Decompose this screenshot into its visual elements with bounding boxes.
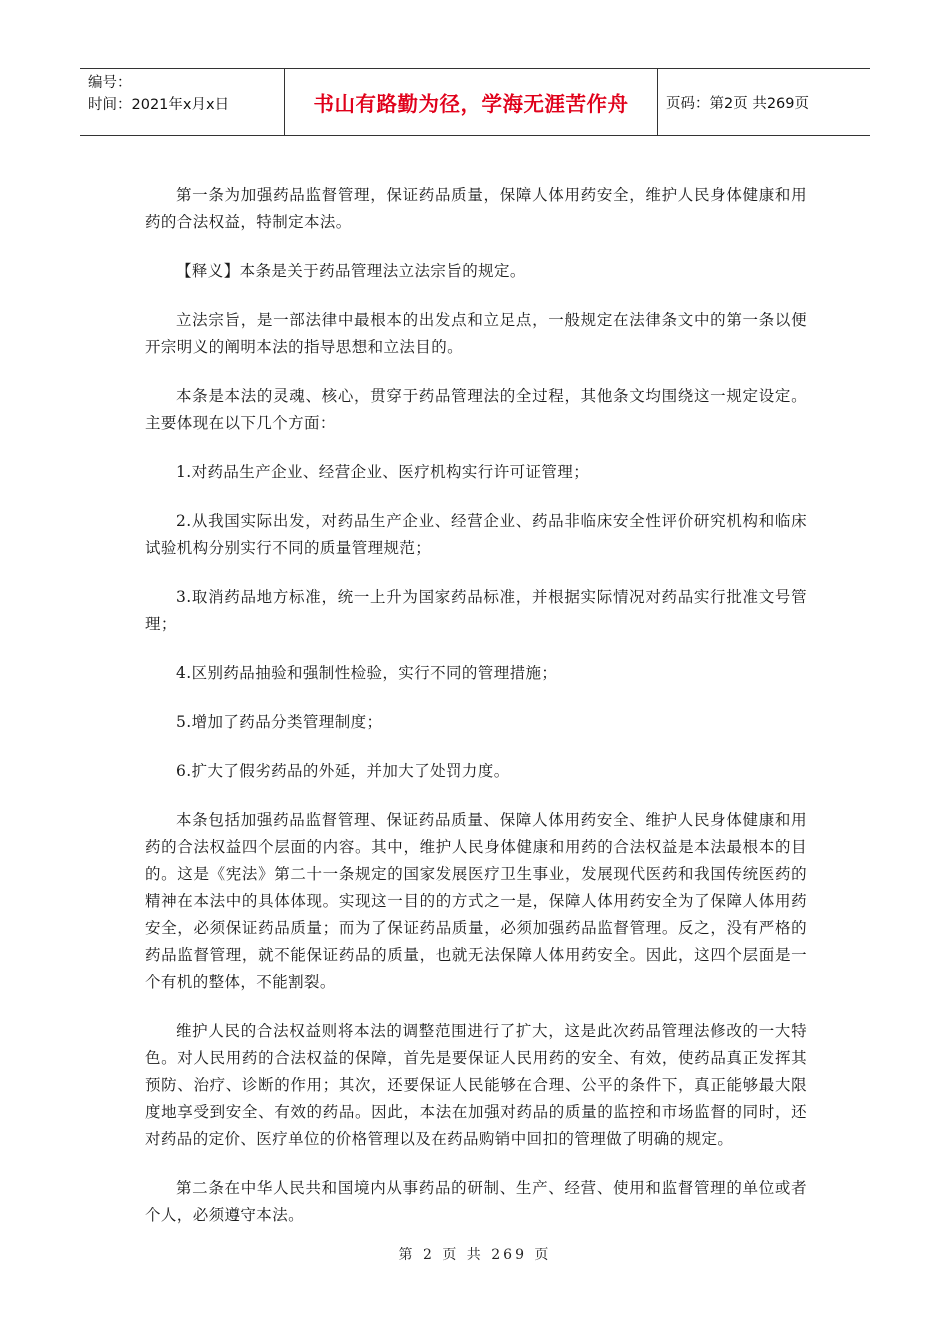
list-item: 2.从我国实际出发，对药品生产企业、经营企业、药品非临床安全性评价研究机构和临床试验机构分别实行不同的质量管理规范； xyxy=(145,512,807,557)
list-item: 4.区别药品抽验和强制性检验，实行不同的管理措施； xyxy=(176,664,558,682)
page-footer: 第 2 页 共 269 页 xyxy=(398,1247,552,1263)
interpretation-heading: 【释义】本条是关于药品管理法立法宗旨的规定。 xyxy=(176,262,526,280)
page-header xyxy=(80,68,870,136)
document-number-label: 编号： xyxy=(88,75,132,91)
article-2-text: 第二条在中华人民共和国境内从事药品的研制、生产、经营、使用和监督管理的单位或者个人，必须遵守本法。 xyxy=(145,1179,807,1224)
list-item: 6.扩大了假劣药品的外延，并加大了处罚力度。 xyxy=(176,762,510,780)
body-paragraph: 维护人民的合法权益则将本法的调整范围进行了扩大，这是此次药品管理法修改的一大特色。对人民用药的合法权益的保障，首先是要保证人民用药的安全、有效，使药品真正发挥其预防、治疗、诊断的作用；其次，还要保证人民能够在合理、公平的条件下，真正能够最大限度地享受到安全、有效的药品。因此，本法在加强对药品的质量的监控和市场监督的同时，还对药品的定价、医疗单位的价格管理以及在药品购销中回扣的管理做了明确的规定。 xyxy=(145,1022,807,1148)
document-body xyxy=(145,182,807,1251)
body-paragraph: 本条是本法的灵魂、核心，贯穿于药品管理法的全过程，其他条文均围绕这一规定设定。主要体现在以下几个方面： xyxy=(145,387,807,432)
list-item: 1.对药品生产企业、经营企业、医疗机构实行许可证管理； xyxy=(176,463,590,481)
list-item: 5.增加了药品分类管理制度； xyxy=(176,713,383,731)
list-item: 3.取消药品地方标准，统一上升为国家药品标准，并根据实际情况对药品实行批准文号管理； xyxy=(145,588,807,633)
article-1-text: 第一条为加强药品监督管理，保证药品质量，保障人体用药安全，维护人民身体健康和用药的合法权益，特制定本法。 xyxy=(145,186,807,231)
body-paragraph: 立法宗旨，是一部法律中最根本的出发点和立足点，一般规定在法律条文中的第一条以便开宗明义的阐明本法的指导思想和立法目的。 xyxy=(145,311,807,356)
header-page-info: 页码：第2页 共269页 xyxy=(666,95,810,112)
document-time-label: 时间：2021年x月x日 xyxy=(88,97,230,113)
header-meta xyxy=(80,69,284,135)
header-motto: 书山有路勤为径，学海无涯苦作舟 xyxy=(284,69,658,135)
body-paragraph: 本条包括加强药品监督管理、保证药品质量、保障人体用药安全、维护人民身体健康和用药的合法权益四个层面的内容。其中，维护人民身体健康和用药的合法权益是本法最根本的目的。这是《宪法》第二十一条规定的国家发展医疗卫生事业，发展现代医药和我国传统医药的精神在本法中的具体体现。实现这一目的的方式之一是，保障人体用药安全为了保障人体用药安全，必须保证药品质量；而为了保证药品质量，必须加强药品监督管理。反之，没有严格的药品监督管理，就不能保证药品的质量，也就无法保障人体用药安全。因此，这四个层面是一个有机的整体，不能割裂。 xyxy=(145,811,807,991)
